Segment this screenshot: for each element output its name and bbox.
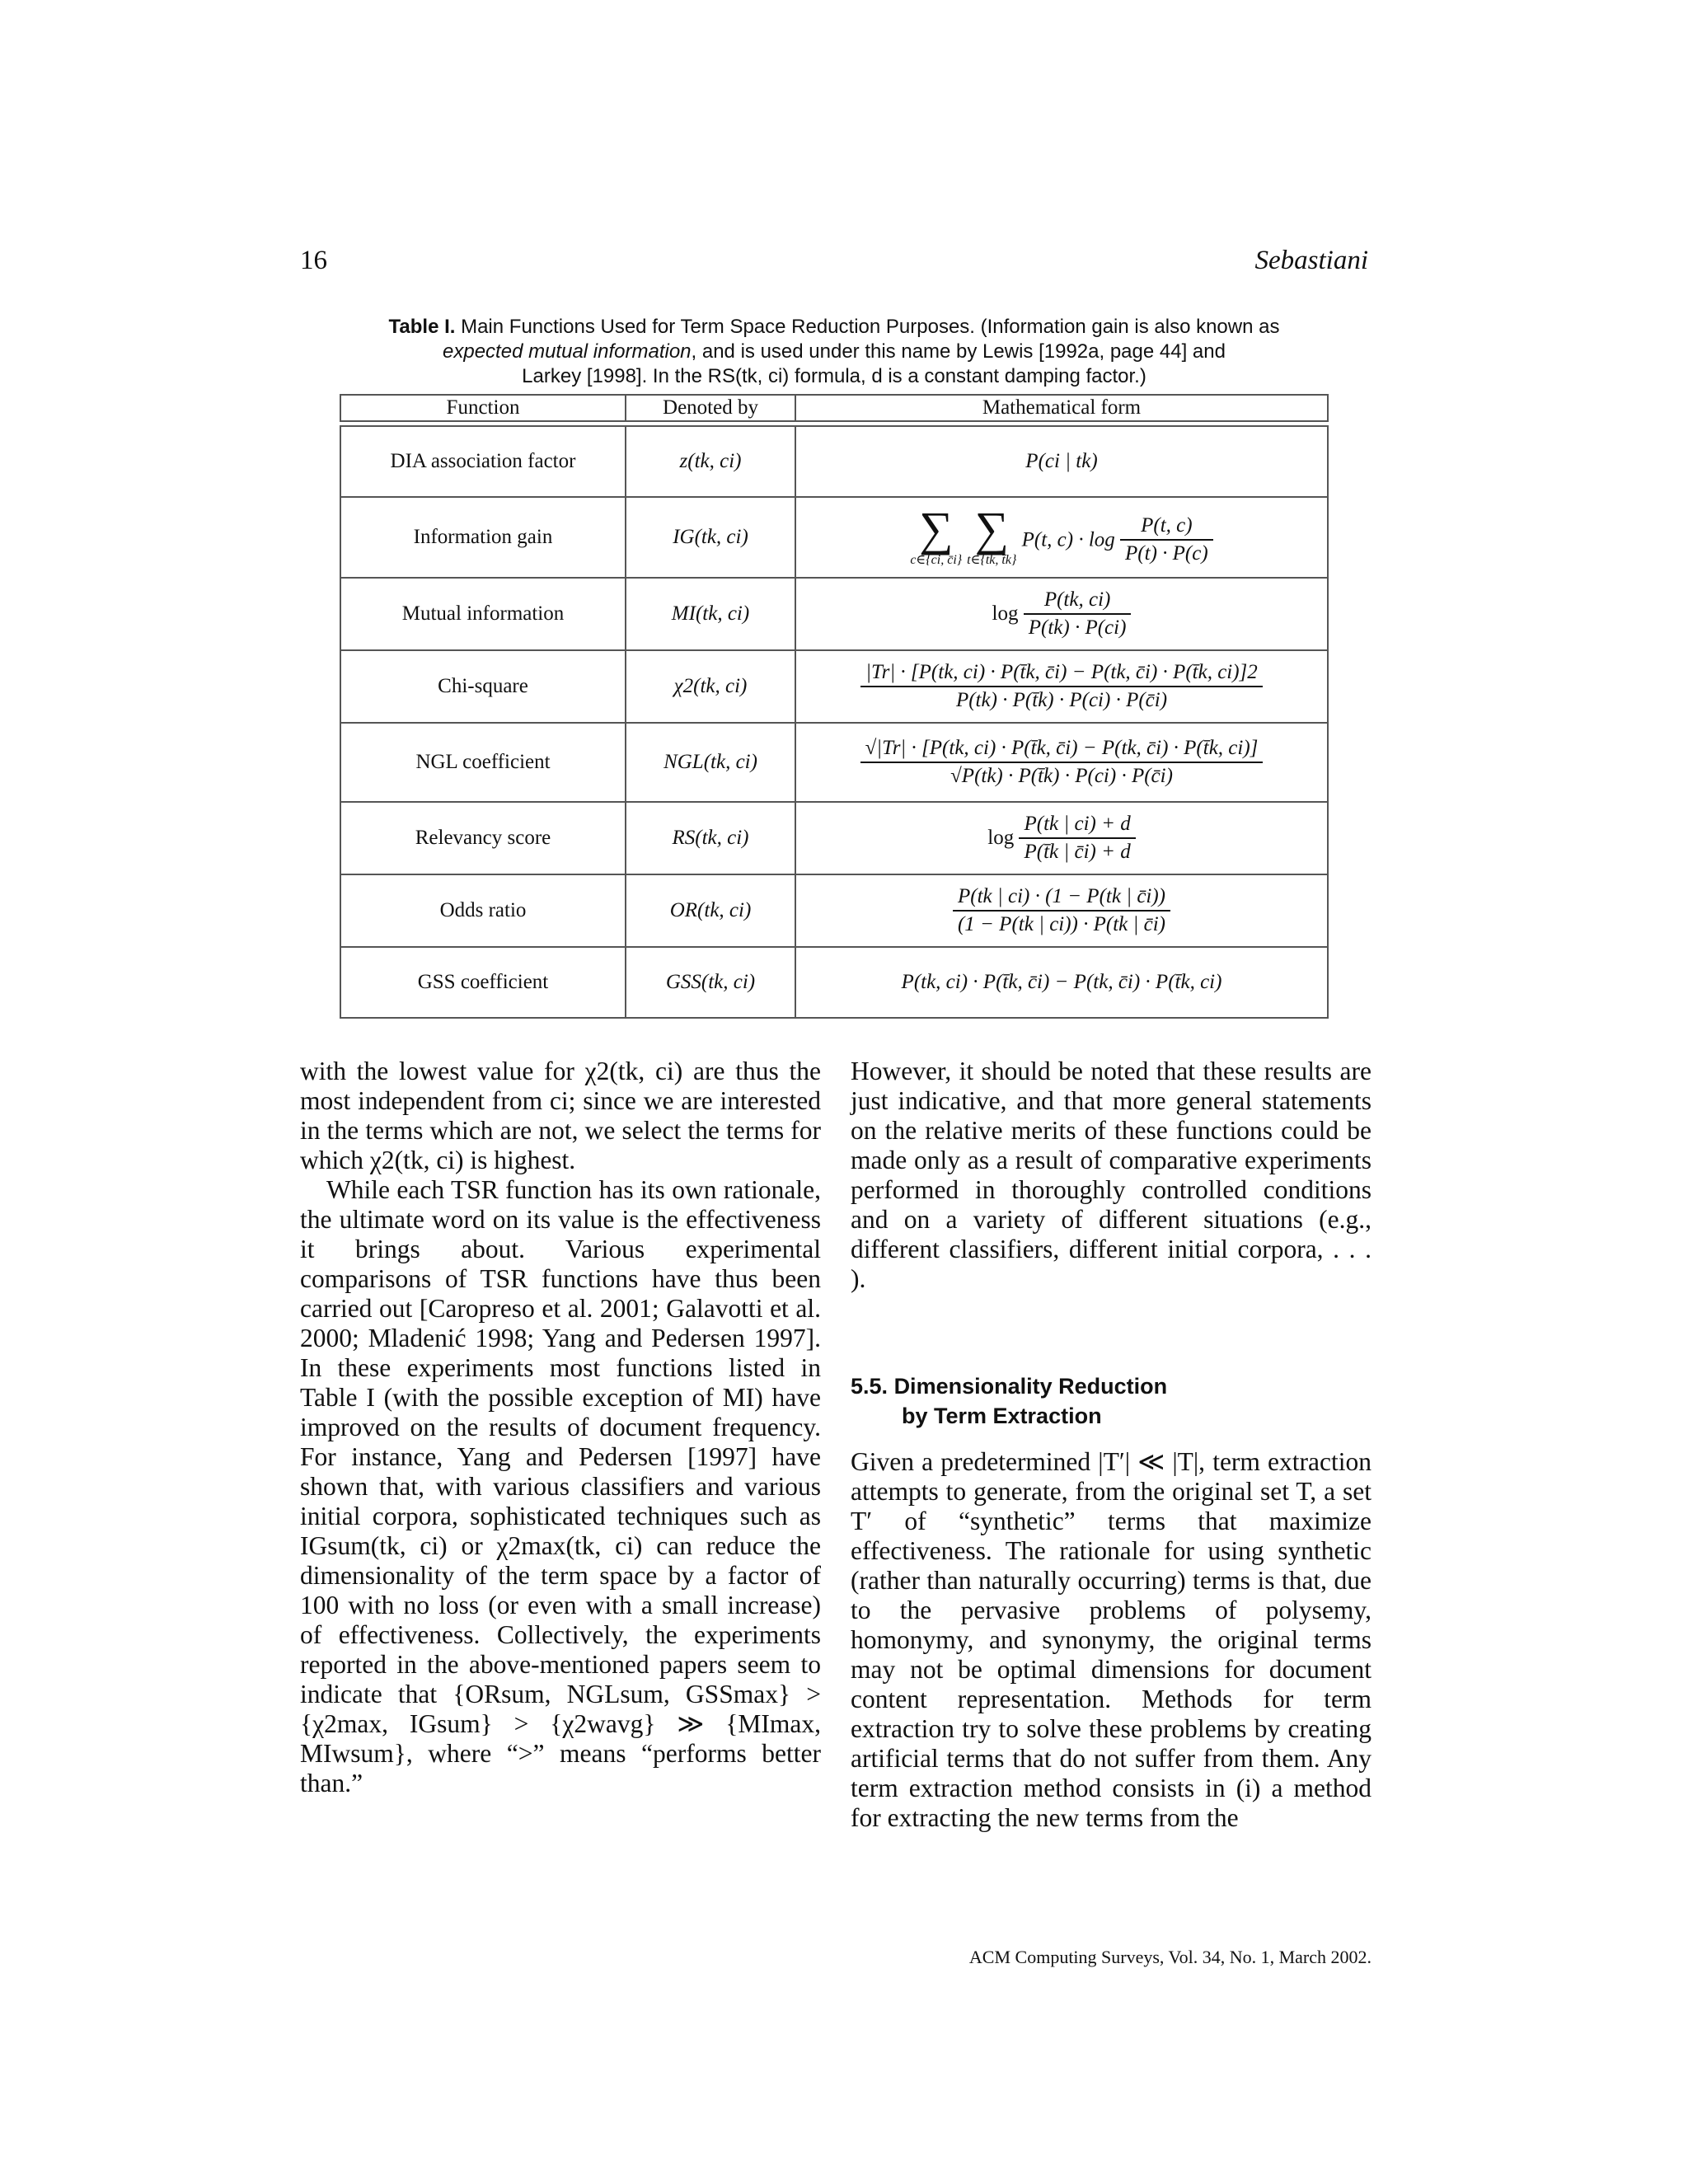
header-function: Function: [340, 395, 626, 421]
table-row: [340, 723, 1328, 802]
notation: χ2(tk, ci): [673, 675, 748, 697]
section-heading: [851, 1371, 1372, 1431]
formula: $\frac{√|Tr| \cdot [P(tk, ci) \cdot P(t̄k, c̄i) - P(tk, c̄i) \cdot P(t̄k, ci)]}{√P(tk) \cdot P(t̄k) \cdot P(ci) \cdot P(c̄i)}$: [795, 723, 1328, 802]
page-header: [300, 246, 1368, 285]
formula: P(tk, ci) · P(t̄k, c̄i) − P(tk, c̄i) · P(t̄k, ci): [901, 971, 1222, 993]
caption-line1: Main Functions Used for Term Space Reduction Purposes. (Information gain is also known as: [461, 316, 1280, 338]
tsr-functions-table: [340, 394, 1329, 1019]
right-column-continued: [851, 1447, 1372, 1833]
header-mathematical-form: Mathematical form: [795, 395, 1328, 421]
notation: RS(tk, ci): [672, 827, 749, 849]
formula: log $\frac{P(tk | ci) + d}{P(t̄k | c̄i) + d}$: [795, 802, 1328, 874]
notation: NGL(tk, ci): [663, 751, 757, 773]
caption-line3: Larkey [1998]. In the RS(tk, ci) formula, d is a constant damping factor.): [522, 365, 1146, 387]
table-row: [340, 578, 1328, 650]
table-caption: [340, 315, 1329, 389]
function-name: Odds ratio: [340, 874, 626, 947]
paragraph: with the lowest value for χ2(tk, ci) are thus the most independent from ci; since we are interested in the terms which are not, we select the terms for which χ2(tk, ci) is highest.: [300, 1057, 821, 1174]
table-row: [340, 802, 1328, 874]
function-name: NGL coefficient: [340, 723, 626, 802]
page-footer: ACM Computing Surveys, Vol. 34, No. 1, March 2002.: [968, 1947, 1372, 1967]
section-title-2: by Term Extraction: [902, 1404, 1102, 1428]
formula: $\frac{|Tr| \cdot [P(tk, ci) \cdot P(t̄k, c̄i) - P(tk, c̄i) \cdot P(t̄k, ci)]2}{P(tk) \cdot P(t̄k) \cdot P(ci) \cdot P(c̄i)}$: [795, 650, 1328, 723]
table-row: [340, 497, 1328, 578]
table-header-row: [340, 395, 1328, 421]
paragraph: However, it should be noted that these results are just indicative, and that more general statements on the relative merits of these functions could be made only as a result of comparative experiments performed in thoroughly controlled conditions and on a variety of different situations (e.g., different classifiers, different initial corpora, . . . ).: [851, 1057, 1372, 1293]
left-column: [300, 1057, 821, 1798]
function-name: Relevancy score: [340, 802, 626, 874]
paragraph: While each TSR function has its own rationale, the ultimate word on its value is the effectiveness it brings about. Various experimental comparisons of TSR functions have thus been carried out [Caropreso et al. 2001; Galavotti et al. 2000; Mladenić 1998; Yang and Pedersen 1997]. In these experiments most functions listed in Table I (with the possible exception of MI) have improved on the results of document frequency. For instance, Yang and Pedersen [1997] have shown that, with various classifiers and various initial corpora, sophisticated techniques such as IGsum(tk, ci) or χ2max(tk, ci) can reduce the dimensionality of the term space by a factor of 100 with no loss (or even with a small increase) of effectiveness. Collectively, the experiments reported in the above-mentioned papers seem to indicate that {ORsum, NGLsum, GSSmax} > {χ2max, IGsum} > {χ2wavg} ≫ {MImax, MIwsum}, where “>” means “performs better than.”: [300, 1175, 821, 1797]
caption-line2: , and is used under this name by Lewis [1992a, page 44] and: [691, 340, 1226, 363]
table-row: [340, 426, 1328, 497]
table-row: [340, 874, 1328, 947]
table-row: [340, 947, 1328, 1018]
function-name: Chi-square: [340, 650, 626, 723]
section-number: 5.5.: [851, 1374, 889, 1399]
notation: IG(tk, ci): [673, 526, 748, 548]
function-name: Information gain: [340, 497, 626, 578]
function-name: GSS coefficient: [340, 947, 626, 1018]
right-column: [851, 1057, 1372, 1294]
page-number: 16: [300, 246, 327, 275]
running-head: Sebastiani: [1254, 246, 1368, 275]
caption-italic: expected mutual information: [443, 340, 692, 363]
formula: log $\frac{P(tk, ci)}{P(tk) \cdot P(ci)}$: [795, 578, 1328, 650]
section-title-1: Dimensionality Reduction: [893, 1374, 1168, 1399]
notation: z(tk, ci): [679, 450, 742, 472]
caption-label: Table I.: [388, 316, 456, 338]
formula: ∑ c∈{ci, c̄i} ∑ t∈{tk, t̄k} P(t, c) · log $\frac{P(t, c)}{P(t) \cdot P(c)}$: [795, 497, 1328, 578]
function-name: DIA association factor: [340, 426, 626, 497]
function-name: Mutual information: [340, 578, 626, 650]
table-row: [340, 650, 1328, 723]
paragraph: Given a predetermined |T′| ≪ |T|, term extraction attempts to generate, from the original set T, a set T′ of “synthetic” terms that maximize effectiveness. The rationale for using synthetic (rather than naturally occurring) terms is that, due to the pervasive problems of polysemy, homonymy, and synonymy, the original terms may not be optimal dimensions for document content representation. Methods for term extraction try to solve these problems by creating artificial terms that do not suffer from them. Any term extraction method consists in (i) a method for extracting the new terms from the: [851, 1447, 1372, 1832]
header-denoted-by: Denoted by: [626, 395, 795, 421]
formula: $\frac{P(tk | ci) \cdot (1 - P(tk | c̄i))}{(1 - P(tk | ci)) \cdot P(tk | c̄i)}$: [795, 874, 1328, 947]
notation: MI(tk, ci): [671, 602, 750, 625]
notation: OR(tk, ci): [669, 899, 752, 921]
notation: GSS(tk, ci): [665, 971, 756, 993]
formula: P(ci | tk): [1025, 450, 1098, 472]
